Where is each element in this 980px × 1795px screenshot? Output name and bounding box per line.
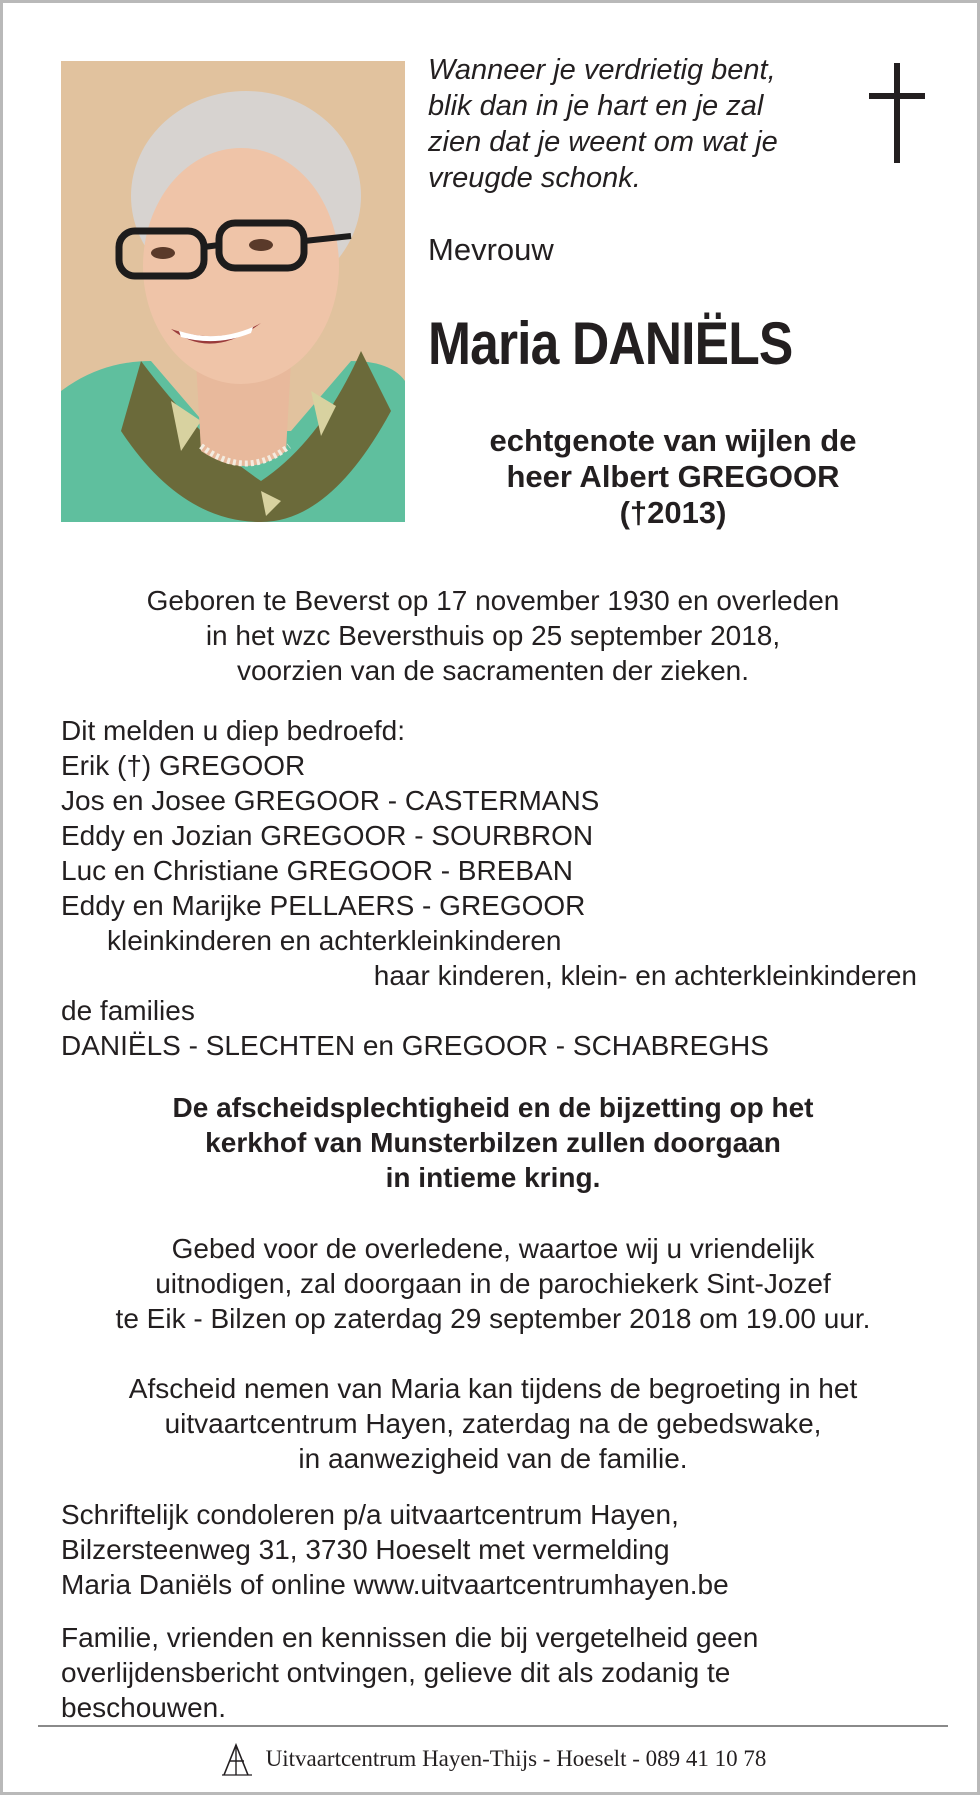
families-line: DANIËLS - SLECHTEN en GREGOOR - SCHABREGHS (61, 1030, 769, 1061)
prayer-info (38, 1231, 948, 1336)
footer-text: Uitvaartcentrum Hayen-Thijs - Hoeselt - 089 41 10 78 (265, 1746, 767, 1771)
mourner-line: Erik (†) GREGOOR (61, 750, 306, 781)
prayer-line: uitnodigen, zal doorgaan in de parochiekerk Sint-Jozef (155, 1268, 831, 1299)
footer-divider (38, 1725, 948, 1727)
quote-line: vreugde schonk. (428, 162, 641, 194)
ceremony-line: kerkhof van Munsterbilzen zullen doorgaan (205, 1127, 781, 1158)
mourner-line: Jos en Josee GREGOOR - CASTERMANS (61, 785, 600, 816)
quote-line: blik dan in je hart en je zal (428, 90, 764, 122)
condolences-info (61, 1497, 941, 1602)
grandchildren-line: kleinkinderen en achterkleinkinderen (107, 925, 562, 956)
kids-summary-line: haar kinderen, klein- en achterkleinkinderen (373, 960, 917, 991)
ceremony-line: De afscheidsplechtigheid en de bijzetting op het (172, 1092, 814, 1123)
notice-info (61, 1620, 941, 1725)
mourners-intro: Dit melden u diep bedroefd: (61, 715, 405, 746)
quote-line: Wanneer je verdrietig bent, (428, 54, 776, 86)
spouse-line: (†2013) (619, 495, 727, 530)
memorial-quote (428, 52, 848, 196)
farewell-line: in aanwezigheid van de familie. (298, 1443, 688, 1474)
mourner-line: Luc en Christiane GREGOOR - BREBAN (61, 855, 573, 886)
farewell-info (38, 1371, 948, 1476)
portrait-illustration (61, 61, 405, 522)
prayer-line: Gebed voor de overledene, waartoe wij u vriendelijk (171, 1233, 815, 1264)
birth-death-info (38, 583, 948, 688)
footer (38, 1739, 948, 1779)
portrait-photo (61, 61, 405, 522)
birth-death-line: voorzien van de sacramenten der zieken. (236, 655, 750, 686)
spouse-info (428, 423, 918, 531)
birth-death-line: in het wzc Beversthuis op 25 september 2018, (205, 620, 781, 651)
mourners-list (61, 713, 941, 1063)
notice-line: Familie, vrienden en kennissen die bij vergetelheid geen (61, 1622, 759, 1653)
notice-line: overlijdensbericht ontvingen, gelieve dit als zodanig te (61, 1657, 731, 1688)
ceremony-line: in intieme kring. (385, 1162, 601, 1193)
mourner-line: Eddy en Jozian GREGOOR - SOURBRON (61, 820, 594, 851)
ceremony-info (38, 1090, 948, 1195)
notice-line: beschouwen. (61, 1692, 227, 1723)
condolences-line: Bilzersteenweg 31, 3730 Hoeselt met vermelding (61, 1534, 670, 1565)
salutation: Mevrouw (428, 232, 554, 267)
cross-icon (869, 63, 925, 163)
farewell-line: uitvaartcentrum Hayen, zaterdag na de gebedswake, (164, 1408, 822, 1439)
condolences-line: Schriftelijk condoleren p/a uitvaartcentrum Hayen, (61, 1499, 679, 1530)
spouse-line: heer Albert GREGOOR (506, 459, 840, 494)
spouse-line: echtgenote van wijlen de (489, 423, 857, 458)
quote-line: zien dat je weent om wat je (428, 126, 778, 158)
condolences-line: Maria Daniëls of online www.uitvaartcentrumhayen.be (61, 1569, 729, 1600)
prayer-line: te Eik - Bilzen op zaterdag 29 september 2018 om 19.00 uur. (115, 1303, 871, 1334)
funeral-home-logo-icon (220, 1741, 254, 1777)
deceased-name: Maria DANIËLS (428, 310, 793, 377)
birth-death-line: Geboren te Beverst op 17 november 1930 en overleden (146, 585, 840, 616)
mourner-line: Eddy en Marijke PELLAERS - GREGOOR (61, 890, 586, 921)
families-label: de families (61, 995, 195, 1026)
farewell-line: Afscheid nemen van Maria kan tijdens de begroeting in het (128, 1373, 858, 1404)
